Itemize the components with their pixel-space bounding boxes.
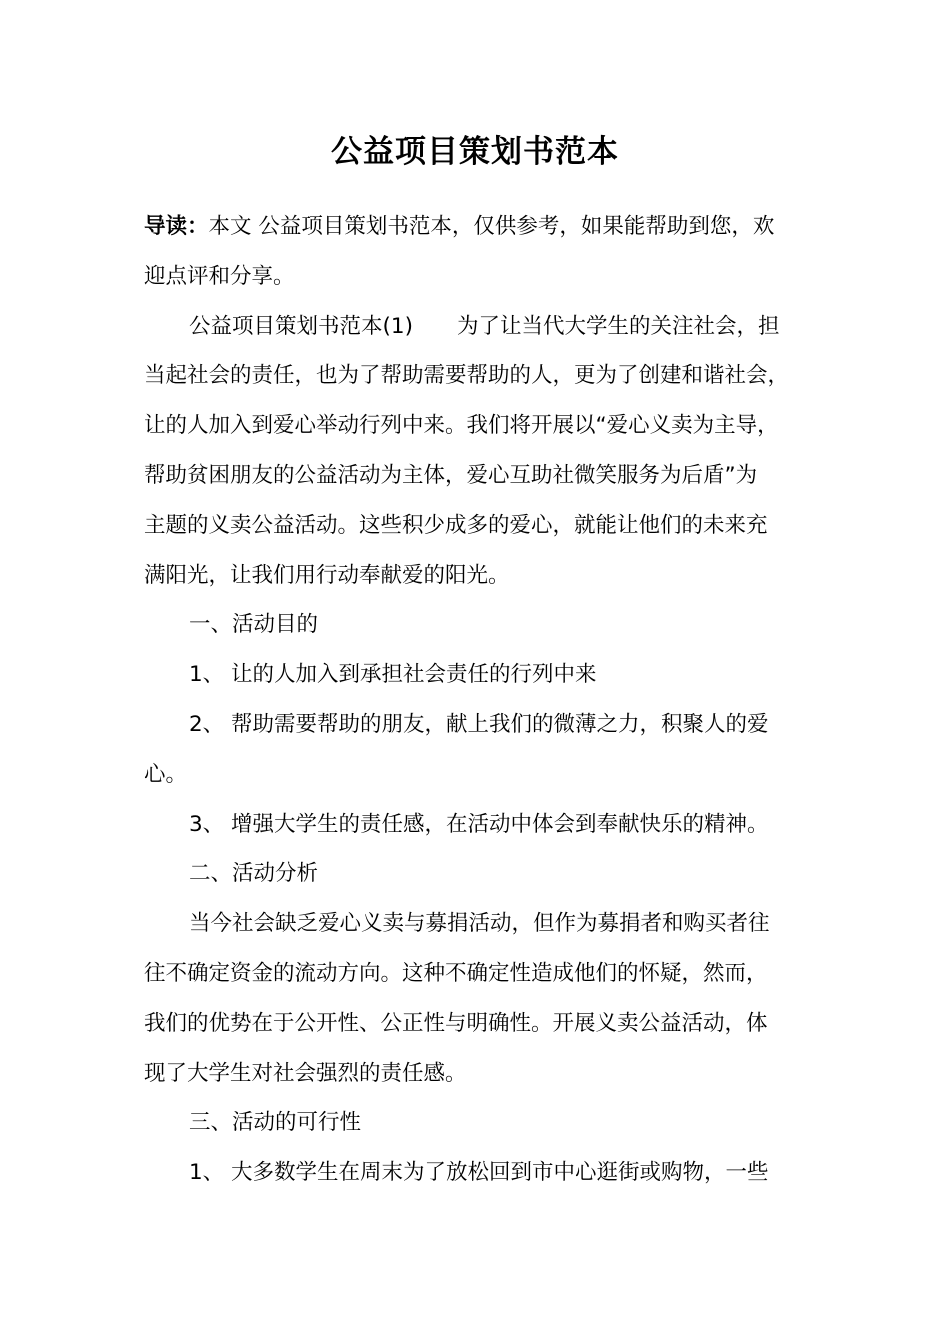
intro-paragraph-line-4: 帮助贫困朋友的公益活动为主体，爱心互助社微笑服务为后盾”为	[144, 462, 758, 488]
lead-paragraph-line-2: 迎点评和分享。	[144, 263, 295, 289]
intro-paragraph-line-5: 主题的义卖公益活动。这些积少成多的爱心，就能让他们的未来充	[144, 512, 768, 538]
section-1-item-2-line-2: 心。	[144, 761, 188, 787]
section-1-item-2-line-1: 2、 帮助需要帮助的朋友，献上我们的微薄之力，积聚人的爱	[189, 711, 769, 737]
intro-text-line-1: 为了让当代大学生的关注社会，担	[456, 313, 780, 339]
section-1-item-3: 3、 增强大学生的责任感，在活动中体会到奉献快乐的精神。	[189, 811, 769, 837]
lead-text-line-1: 本文 公益项目策划书范本，仅供参考，如果能帮助到您，欢	[208, 214, 775, 239]
section-2-paragraph-line-3: 我们的优势在于公开性、公正性与明确性。开展义卖公益活动，体	[144, 1010, 768, 1036]
section-3-item-1-line-1: 1、 大多数学生在周末为了放松回到市中心逛街或购物，一些	[189, 1160, 769, 1186]
section-2-heading: 二、活动分析	[189, 861, 319, 887]
section-1-item-1: 1、 让的人加入到承担社会责任的行列中来	[189, 662, 597, 688]
section-2-paragraph-line-2: 往不确定资金的流动方向。这种不确定性造成他们的怀疑，然而，	[144, 960, 768, 986]
intro-paragraph-line-2: 当起社会的责任，也为了帮助需要帮助的人，更为了创建和谐社会，	[144, 363, 790, 389]
intro-heading: 公益项目策划书范本(1)	[189, 313, 413, 339]
section-2-paragraph-line-4: 现了大学生对社会强烈的责任感。	[144, 1060, 467, 1086]
intro-paragraph-line-3: 让的人加入到爱心举动行列中来。我们将开展以“爱心义卖为主导，	[144, 413, 779, 439]
intro-paragraph-line-1	[144, 302, 820, 352]
document-body	[144, 202, 820, 1198]
lead-paragraph-line-1	[144, 202, 820, 252]
section-1-heading: 一、活动目的	[189, 612, 319, 638]
intro-paragraph-line-6: 满阳光，让我们用行动奉献爱的阳光。	[144, 562, 510, 588]
document-title: 公益项目策划书范本	[331, 134, 619, 170]
section-2-paragraph-line-1: 当今社会缺乏爱心义卖与募捐活动，但作为募捐者和购买者往	[189, 911, 770, 937]
lead-label: 导读：	[144, 214, 209, 239]
section-3-heading: 三、活动的可行性	[189, 1110, 362, 1136]
